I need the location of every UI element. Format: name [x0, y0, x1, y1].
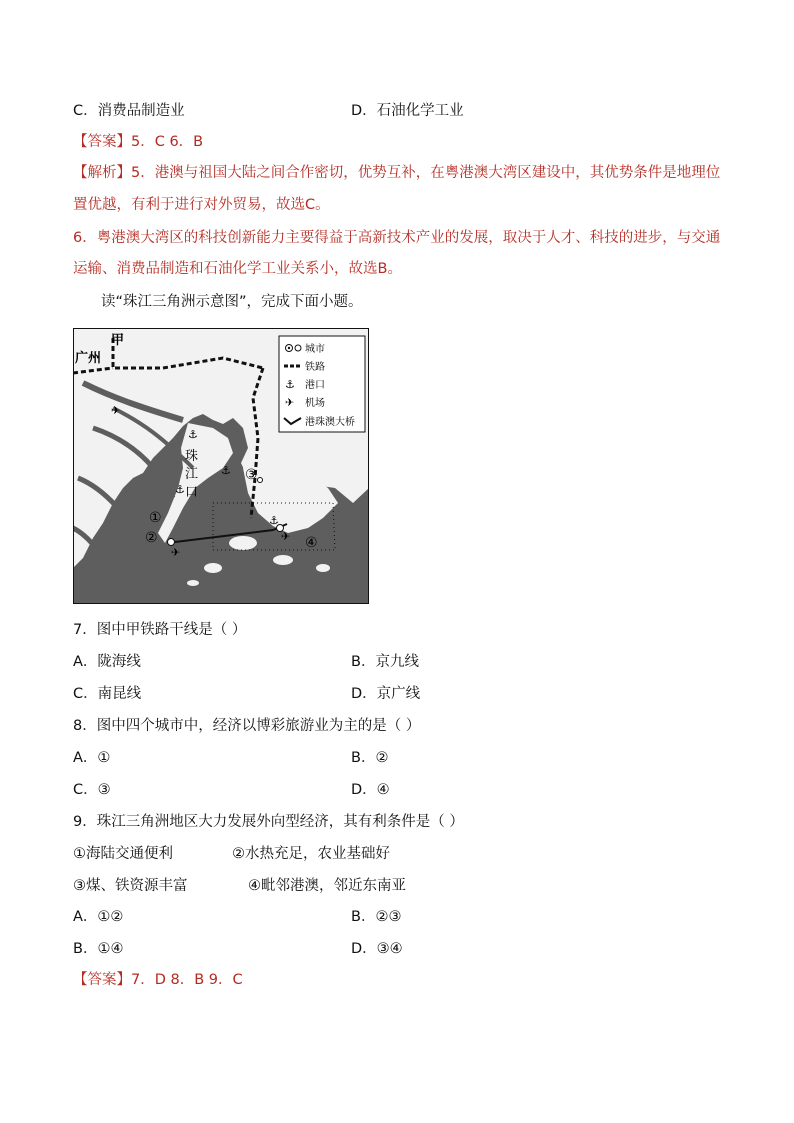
answer-tag: 【答案】 — [73, 134, 131, 150]
city-marker — [168, 539, 175, 546]
q8-option-a: A．① — [73, 750, 111, 766]
analysis-tag: 【解析】 — [73, 165, 131, 181]
island — [229, 536, 257, 550]
legend-airport-label: 机场 — [305, 398, 325, 409]
island — [273, 555, 293, 565]
analysis-q6-line2: 运输、消费品制造和石油化学工业关系小，故选B。 — [73, 261, 402, 277]
q9-option-b1: B．②③ — [351, 909, 402, 925]
island — [187, 580, 199, 586]
legend-port-icon: ⚓ — [285, 378, 295, 391]
q9-statement-3: ③煤、铁资源丰富 — [73, 878, 188, 894]
port-icon: ⚓ — [175, 483, 185, 496]
analysis-q5-line1: 【解析】5．港澳与祖国大陆之间合作密切，优势互补，在粤港澳大湾区建设中，其优势条件是地理位 — [73, 165, 721, 181]
label-guangzhou: 广州 — [75, 351, 102, 366]
airport-icon: ✈ — [111, 404, 121, 417]
label-city-3: ③ — [245, 467, 258, 483]
label-city-4: ④ — [305, 535, 318, 551]
city-marker — [258, 478, 263, 483]
analysis-q5-line2: 置优越，有利于进行对外贸易，故选C。 — [73, 197, 330, 213]
q9-option-a: A．①② — [73, 909, 124, 925]
island — [316, 564, 330, 572]
legend-city-label: 城市 — [305, 344, 325, 355]
q9-option-b2: B．①④ — [73, 941, 124, 957]
label-jia: 甲 — [111, 333, 125, 348]
q9-statement-1: ①海陆交通便利 — [73, 846, 173, 862]
pearl-river-delta-map — [73, 328, 369, 604]
legend-airport-icon: ✈ — [285, 396, 295, 409]
port-icon: ⚓ — [188, 428, 198, 441]
q7-option-c: C．南昆线 — [73, 686, 142, 702]
airport-icon: ✈ — [171, 546, 181, 559]
label-city-2: ② — [145, 530, 158, 546]
analysis-q6-line1: 6．粤港澳大湾区的科技创新能力主要得益于高新技术产业的发展，取决于人才、科技的进步，与交通 — [73, 230, 721, 246]
label-estuary-2: 江 — [185, 467, 199, 482]
legend-port-label: 港口 — [305, 380, 325, 391]
q9-option-d: D．③④ — [351, 941, 403, 957]
q9-stem: 9．珠江三角洲地区大力发展外向型经济，其有利条件是（ ） — [73, 814, 464, 830]
reading-prompt: 读“珠江三角洲示意图”，完成下面小题。 — [101, 294, 363, 310]
option-d: D．石油化学工业 — [351, 103, 464, 119]
q8-option-b: B．② — [351, 750, 389, 766]
q8-stem: 8．图中四个城市中，经济以博彩旅游业为主的是（ ） — [73, 718, 421, 734]
legend-bridge-label: 港珠澳大桥 — [305, 417, 355, 428]
answer-text: 5．C 6．B — [131, 134, 204, 150]
label-city-1: ① — [149, 510, 162, 526]
port-icon: ⚓ — [221, 464, 231, 477]
legend-railway-label: 铁路 — [305, 362, 325, 373]
answer-text: 7．D 8．B 9．C — [131, 972, 243, 988]
island — [204, 563, 222, 573]
q8-option-c: C．③ — [73, 782, 111, 798]
label-estuary-1: 珠 — [185, 449, 199, 464]
label-estuary-3: 口 — [185, 485, 199, 500]
map-svg — [73, 328, 369, 604]
port-icon: ⚓ — [269, 514, 279, 527]
q7-option-a: A．陇海线 — [73, 654, 141, 670]
option-c: C．消费品制造业 — [73, 103, 185, 119]
q9-statement-4: ④毗邻港澳，邻近东南亚 — [248, 878, 406, 894]
answer-tag: 【答案】 — [73, 972, 131, 988]
q7-option-d: D．京广线 — [351, 686, 421, 702]
q8-option-d: D．④ — [351, 782, 390, 798]
q7-stem: 7．图中甲铁路干线是（ ） — [73, 622, 247, 638]
q9-statement-2: ②水热充足，农业基础好 — [232, 846, 390, 862]
answer-line-2 — [73, 970, 243, 990]
answer-line-1 — [73, 132, 203, 152]
airport-icon: ✈ — [281, 530, 291, 543]
q7-option-b: B．京九线 — [351, 654, 419, 670]
